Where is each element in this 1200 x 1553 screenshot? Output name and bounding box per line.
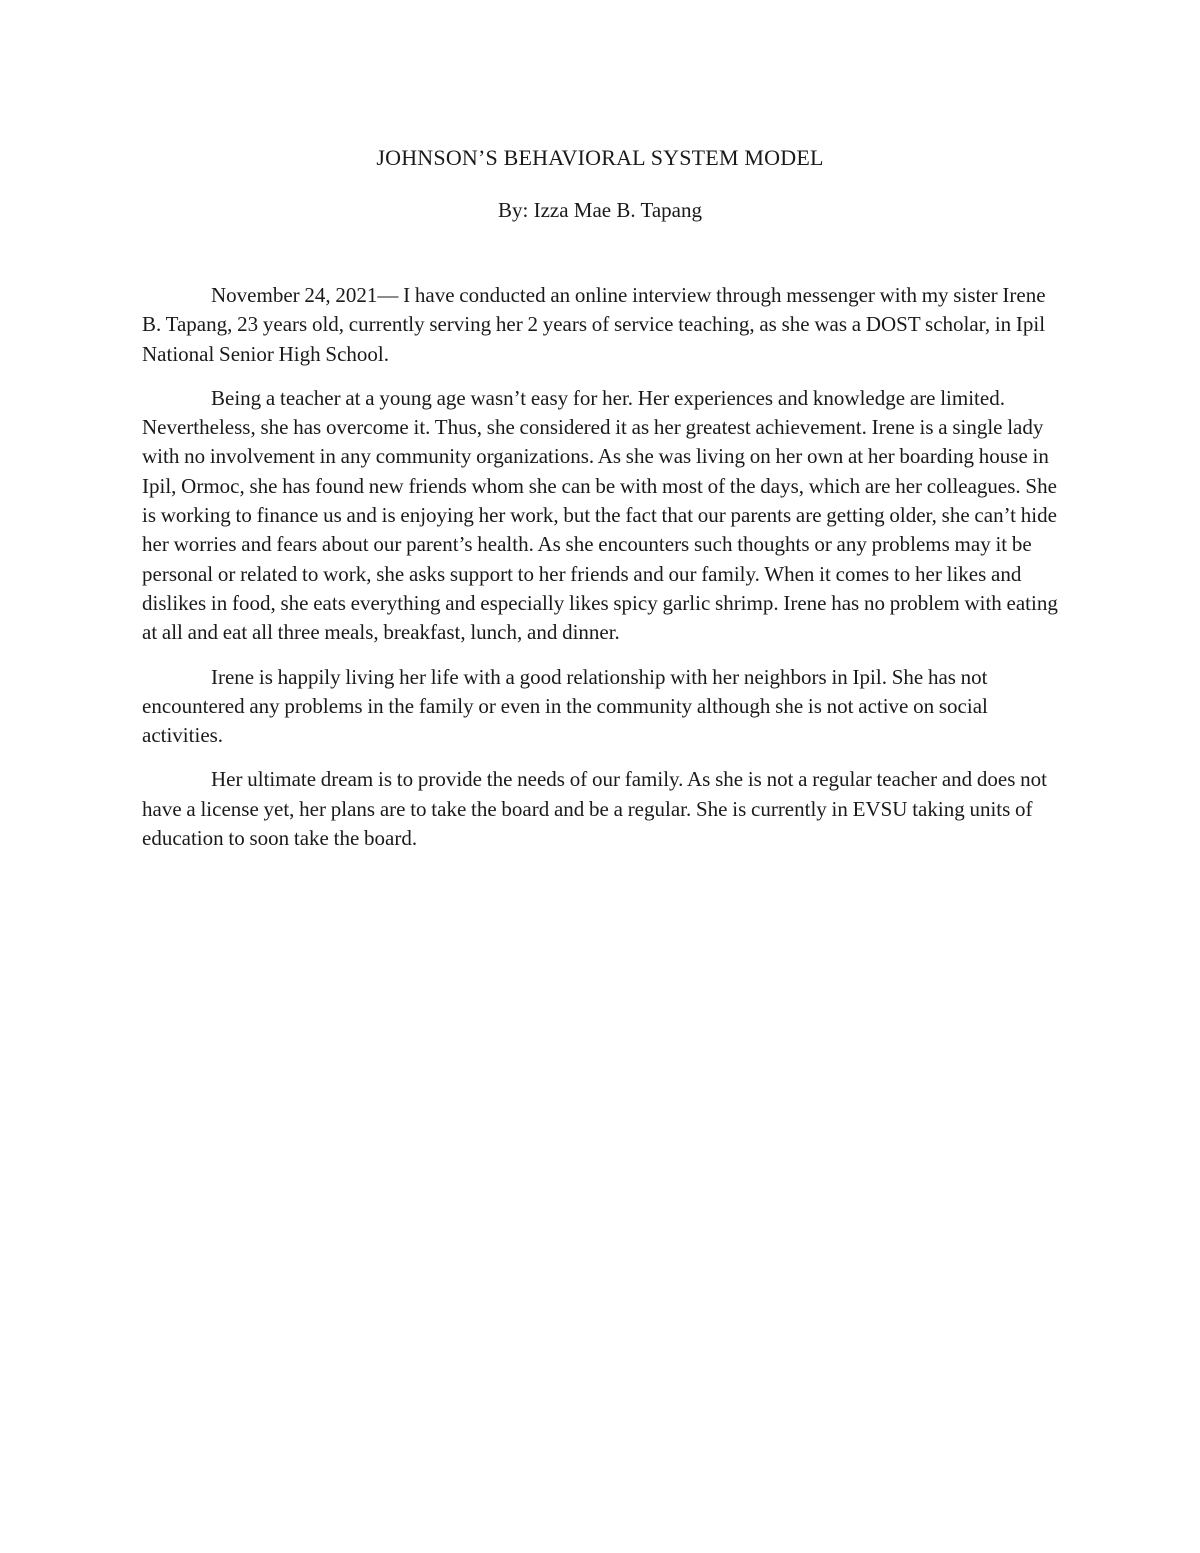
paragraph-background: Being a teacher at a young age wasn’t easy for her. Her experiences and knowledge are limited. Nevertheless, she has overcome it. Thus, she considered it as her greatest achievement. Irene is a single lady with no involvement in any community organizations. As she was living on her own at her boarding house in Ipil, Ormoc, she has found new friends whom she can be with most of the days, which are her colleagues. She is working to finance us and is enjoying her work, but the fact that our parents are getting older, she can’t hide her worries and fears about our parent’s health. As she encounters such thoughts or any problems may it be personal or related to work, she asks support to her friends and our family. When it comes to her likes and dislikes in food, she eats everything and especially likes spicy garlic shrimp. Irene has no problem with eating at all and eat all three meals, breakfast, lunch, and dinner. bbox=[142, 385, 1058, 645]
author-byline: By: Izza Mae B. Tapang bbox=[498, 198, 702, 222]
document-title: JOHNSON’S BEHAVIORAL SYSTEM MODEL bbox=[376, 145, 824, 170]
document-body bbox=[142, 281, 1060, 868]
paragraph-interview-intro: November 24, 2021— I have conducted an online interview through messenger with my sister Irene B. Tapang, 23 years old, currently serving her 2 years of service teaching, as she was a DOST scholar, in Ipil National Senior High School. bbox=[142, 283, 1046, 366]
paragraph-relationships: Irene is happily living her life with a good relationship with her neighbors in Ipil. She has not encountered any problems in the family or even in the community although she is not active on social activities. bbox=[142, 664, 988, 748]
paragraph-dreams: Her ultimate dream is to provide the needs of our family. As she is not a regular teacher and does not have a license yet, her plans are to take the board and be a regular. She is currently in EVSU taking units of education to soon take the board. bbox=[142, 767, 1047, 851]
